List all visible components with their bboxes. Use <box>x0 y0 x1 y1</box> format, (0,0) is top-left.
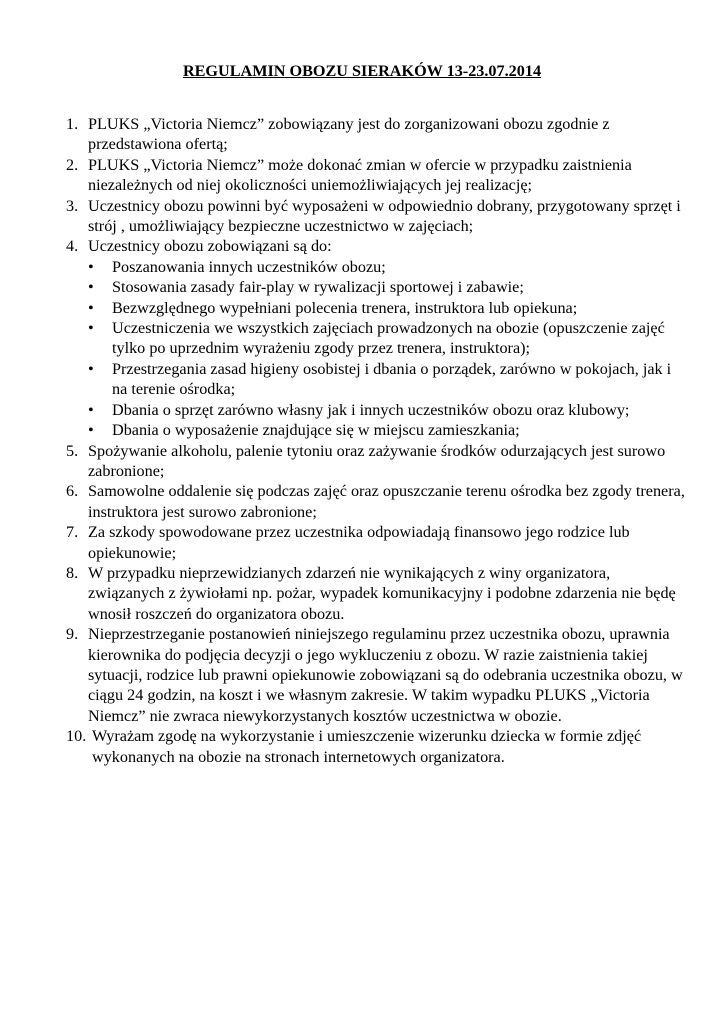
rule-subitem <box>88 277 686 297</box>
rule-number: 8. <box>66 563 79 582</box>
rule-number: 10. <box>66 727 87 746</box>
rule-number: 9. <box>66 625 79 644</box>
rule-number: 3. <box>66 196 79 215</box>
rule-text: Uczestnicy obozu powinni być wyposażeni w odpowiednio dobrany, przygotowany sprzęt i strój , umożliwiający bezpieczne uczestnictwo w zajęciach; <box>88 196 681 236</box>
rule-text: Nieprzestrzeganie postanowień niniejszego regulaminu przez uczestnika obozu, uprawnia kierownika do podjęcia decyzji o jego wykluczeniu z obozu. W razie zaistnienia takiej sytuacji, rodzice lub prawni opiekunowie zobowiązani są do odebrania uczestnika obozu, w ciągu 24 godzin, na koszt i we własnym zakresie. W takim wypadku PLUKS „Victoria Niemcz” nie zwraca niewykorzystanych kosztów uczestnictwa w obozie. <box>88 625 683 725</box>
rule-number: 5. <box>66 441 79 460</box>
rule-text: Za szkody spowodowane przez uczestnika odpowiadają finansowo jego rodzice lub opiekunowie; <box>88 523 630 562</box>
rule-subitem <box>88 359 686 400</box>
rule-subitem <box>88 400 686 420</box>
rule-subitem-text: Poszanowania innych uczestników obozu; <box>112 257 386 276</box>
bullet-icon <box>88 359 112 379</box>
rule-item <box>66 481 686 522</box>
rule-number: 7. <box>66 523 79 542</box>
rule-subitem-text: Stosowania zasady fair-play w rywalizacji sportowej i zabawie; <box>112 278 524 297</box>
rule-item <box>66 441 686 482</box>
rule-text: PLUKS „Victoria Niemcz” zobowiązany jest do zorganizowani obozu zgodnie z przedstawiona ofertą; <box>88 115 610 154</box>
rule-subitem-text: Przestrzegania zasad higieny osobistej i dbania o porządek, zarówno w pokojach, jak i na terenie ośrodka; <box>112 359 672 399</box>
rule-item <box>66 726 686 767</box>
rule-text: PLUKS „Victoria Niemcz” może dokonać zmian w ofercie w przypadku zaistnienia niezależnych od niej okoliczności uniemożliwiających jej realizację; <box>88 155 632 195</box>
bullet-icon <box>88 277 112 297</box>
rules-list <box>66 114 686 767</box>
rule-subitem-text: Uczestniczenia we wszystkich zajęciach prowadzonych na obozie (opuszczenie zajęć tylko po uprzednim wyrażeniu zgody przez trenera, instruktora); <box>112 319 665 358</box>
rule-text: Uczestnicy obozu zobowiązani są do: <box>88 237 332 256</box>
rule-subitem <box>88 420 686 440</box>
rule-item <box>66 196 686 237</box>
rule-number: 4. <box>66 237 79 256</box>
rule-sublist <box>88 257 686 441</box>
rule-number: 1. <box>66 115 79 133</box>
rule-text: W przypadku nieprzewidzianych zdarzeń nie wynikających z winy organizatora, związanych z żywiołami np. pożar, wypadek komunikacyjny i podobne zdarzenia nie będę wnosił roszczeń do organizatora obozu. <box>88 563 676 623</box>
rule-number: 6. <box>66 482 79 501</box>
rule-item <box>66 563 686 624</box>
rule-subitem-text: Dbania o wyposażenie znajdujące się w miejscu zamieszkania; <box>112 421 520 440</box>
bullet-icon <box>88 420 112 440</box>
rule-item <box>66 624 686 726</box>
bullet-icon <box>88 298 112 318</box>
rule-subitem <box>88 298 686 318</box>
rule-subitem-text: Dbania o sprzęt zarówno własny jak i innych uczestników obozu oraz klubowy; <box>112 400 630 419</box>
document-title: REGULAMIN OBOZU SIERAKÓW 13-23.07.2014 <box>182 62 542 80</box>
rule-subitem-text: Bezwzględnego wypełniani polecenia trenera, instruktora lub opiekuna; <box>112 298 578 317</box>
rule-text: Wyrażam zgodę na wykorzystanie i umieszczenie wizerunku dziecka w formie zdjęć wykonanych na obozie na stronach internetowych organizatora. <box>92 727 642 766</box>
rule-text: Samowolne oddalenie się podczas zajęć oraz opuszczanie terenu ośrodka bez zgody trenera, instruktora jest surowo zabronione; <box>88 482 685 521</box>
bullet-icon <box>88 400 112 420</box>
rule-item <box>66 155 686 196</box>
rule-number: 2. <box>66 155 79 174</box>
rule-item <box>66 114 686 155</box>
bullet-icon <box>88 318 112 338</box>
rule-text: Spożywanie alkoholu, palenie tytoniu oraz zażywanie środków odurzających jest surowo zabronione; <box>88 441 666 480</box>
rule-subitem <box>88 257 686 277</box>
rule-subitem <box>88 318 686 359</box>
rule-item <box>66 522 686 563</box>
bullet-icon <box>88 257 112 277</box>
rule-item <box>66 236 686 440</box>
